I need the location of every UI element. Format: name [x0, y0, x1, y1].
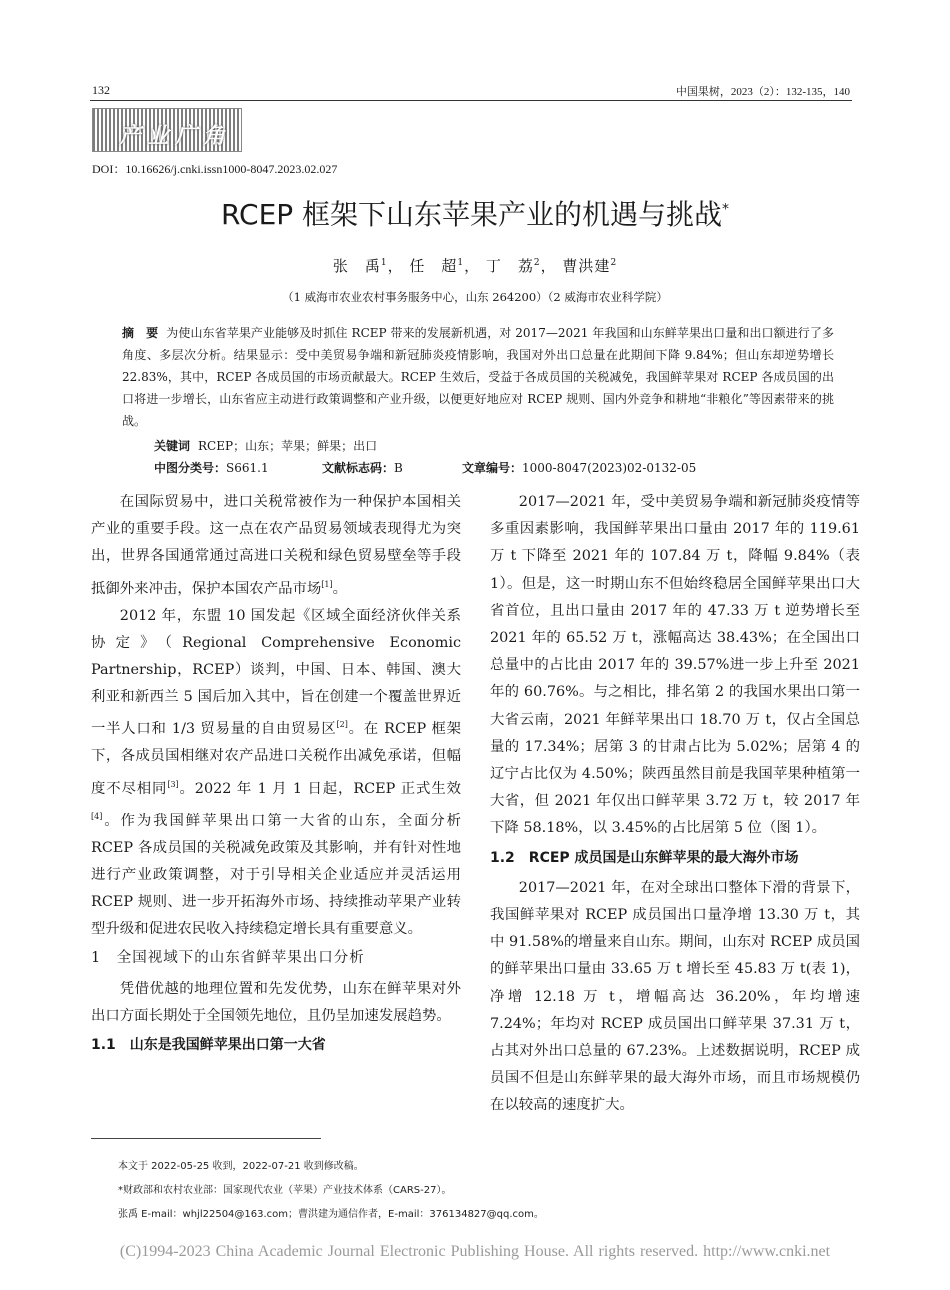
author-name: 张 禹: [332, 257, 381, 275]
clc-value: S661.1: [226, 461, 269, 475]
keywords-label: 关键词: [154, 439, 191, 453]
clc-label: 中图分类号：: [154, 461, 227, 475]
section-banner-label: 产业广角: [119, 124, 232, 149]
paragraph: 2012 年，东盟 10 国发起《区域全面经济伙伴关系协定》（Regional Comprehensive Economic Partnership，RCEP）谈判，中国、日本、韩国、澳大利亚和新西兰 5 国后加入其中，旨在创建一个覆盖世界近一半人口和 1/3 贸易量的自由贸易区[2]。在 RCEP 框架下，各成员国相继对农产品进口关税作出减免承诺，但幅度不尽相同[3]。2022 年 1 月 1 日起，RCEP 正式生效[4]。作为我国鲜苹果出口第一大省的山东，全面分析 RCEP 各成员国的关税减免政策及其影响，并有针对性地进行产业政策调整，对于引导相关企业适应并灵活运用 RCEP 规则、进一步开拓海外市场、持续推动苹果产业转型升级和促进农民收入持续稳定增长具有重要意义。: [91, 607, 462, 938]
author-name: 任 超: [409, 257, 458, 275]
citation-ref[interactable]: [1]: [321, 579, 333, 589]
author-list: 张 禹$^1$， 任 超$^1$， 丁 荔$^2$， 曹洪建$^2$: [332, 257, 618, 275]
article-title: [0, 193, 950, 233]
keywords-text: RCEP；山东；苹果；鲜果；出口: [198, 439, 378, 453]
citation-ref[interactable]: [2]: [336, 720, 348, 730]
journal-citation: 中国果树，2023（2）：132-135，140: [675, 86, 850, 98]
abstract: [122, 322, 834, 432]
subsection-heading: 1.1 山东是我国鲜苹果出口第一大省: [91, 1037, 326, 1054]
subsection-heading: 1.2 RCEP 成员国是山东鲜苹果的最大海外市场: [490, 849, 799, 866]
section-banner: [92, 108, 242, 152]
affiliations: （1 威海市农业农村事务服务中心，山东 264200）（2 威海市农业科学院）: [282, 290, 668, 304]
paragraph: 2017—2021 年，受中美贸易争端和新冠肺炎疫情等多重因素影响，我国鲜苹果出口量由 2017 年的 119.61 万 t 下降至 2021 年的 107.84 万 t，降幅 9.84%（表 1）。但是，这一时期山东不但始终稳居全国鲜苹果出口大省首位，且出口量由 2017 年的 47.33 万 t 逆势增长至 2021 年的 65.52 万 t，涨幅高达 38.43%；在全国出口总量中的占比由 2017 年的 39.57%进一步上升至 2021 年的 60.76%。与之相比，排名第 2 的我国水果出口第一大省云南，2021 年鲜苹果出口 18.70 万 t，仅占全国总量的 17.34%；居第 3 的甘肃占比为 5.02%；居第 4 的辽宁占比仅为 4.50%；陕西虽然目前是我国苹果种植第一大省，但 2021 年仅出口鲜苹果 3.72 万 t，较 2017 年下降 58.18%，以 3.45%的占比居第 5 位（图 1）。: [490, 494, 860, 837]
doc-code-value: B: [394, 461, 403, 475]
classification-line: [154, 459, 834, 476]
copyright-watermark: (C)1994-2023 China Academic Journal Electronic Publishing House. All rights reserved. http://www.cnki.net: [119, 1243, 831, 1260]
author-affil-ref: 1: [380, 258, 388, 268]
doi[interactable]: DOI：10.16626/j.cnki.issn1000-8047.2023.02.027: [92, 162, 338, 176]
section-heading: 1 全国视域下的山东省鲜苹果出口分析: [91, 950, 365, 967]
doc-code-field: [322, 459, 403, 476]
page-number: 132: [92, 83, 110, 97]
article-id-label: 文章编号：: [462, 461, 523, 475]
author-affil-ref: 2: [610, 258, 618, 268]
title-footnote-mark: *: [722, 201, 730, 218]
author-name: 丁 荔: [485, 257, 534, 275]
abstract-label: 摘 要: [122, 326, 159, 340]
abstract-text: 为使山东省苹果产业能够及时抓住 RCEP 带来的发展新机遇，对 2017—2021 年我国和山东鲜苹果出口量和出口额进行了多角度、多层次分析。结果显示：受中美贸易争端和新冠肺炎疫情影响，我国对外出口总量在此期间下降 9.84%；但山东却逆势增长 22.83%，其中，RCEP 各成员国的市场贡献最大。RCEP 生效后，受益于各成员国的关税减免，我国鲜苹果对 RCEP 各成员国的出口将进一步增长，山东省应主动进行政策调整和产业升级，以便更好地应对 RCEP 规则、国内外竞争和耕地“非粮化”等因素带来的挑战。: [122, 326, 834, 428]
author-affil-ref: 1: [457, 258, 465, 268]
body-column-right: [490, 489, 860, 1120]
article-id-value: 1000-8047(2023)02-0132-05: [522, 461, 697, 475]
keywords: [154, 437, 377, 454]
article-id-field: [462, 459, 696, 476]
citation-ref[interactable]: [3]: [167, 779, 179, 789]
footnote-received: 本文于 2022-05-25 收到，2022-07-21 收到修改稿。: [118, 1161, 364, 1172]
clc-field: [154, 461, 269, 475]
author-affil-ref: 2: [533, 258, 541, 268]
footnote-funding: *财政部和农村农业部：国家现代农业（苹果）产业技术体系（CARS-27）。: [118, 1185, 452, 1196]
footnote-rule: [91, 1138, 321, 1139]
header-rule: [90, 100, 852, 101]
footnote-contact: 张禹 E-mail：whjl22504@163.com；曹洪建为通信作者，E-mail：376134827@qq.com。: [118, 1209, 544, 1220]
paragraph: 凭借优越的地理位置和先发优势，山东在鲜苹果对外出口方面长期处于全国领先地位，且仍呈加速发展趋势。: [91, 980, 461, 1024]
paragraph: 2017—2021 年，在对全球出口整体下滑的背景下，我国鲜苹果对 RCEP 成员国出口量净增 13.30 万 t，其中 91.58%的增量来自山东。期间，山东对 RCEP 成员国的鲜苹果出口量由 33.65 万 t 增长至 45.83 万 t(表 1)，净增 12.18 万 t，增幅高达 36.20%，年均增速 7.24%；年均对 RCEP 成员国出口鲜苹果 37.31 万 t，占其对外出口总量的 67.23%。上述数据说明，RCEP 成员国不但是山东鲜苹果的最大海外市场，而且市场规模仍在以较高的速度扩大。: [490, 879, 860, 1114]
doc-code-label: 文献标志码：: [322, 461, 395, 475]
author-name: 曹洪建: [562, 257, 611, 275]
article-title-text: RCEP 框架下山东苹果产业的机遇与挑战: [220, 198, 723, 231]
citation-ref[interactable]: [4]: [91, 811, 103, 821]
paragraph: 在国际贸易中，进口关税常被作为一种保护本国相关产业的重要手段。这一点在农产品贸易领域表现得尤为突出，世界各国通常通过高进口关税和绿色贸易壁垒等手段抵御外来冲击，保护本国农产品市场[1]。: [91, 494, 461, 597]
body-column-left: [91, 489, 461, 1062]
